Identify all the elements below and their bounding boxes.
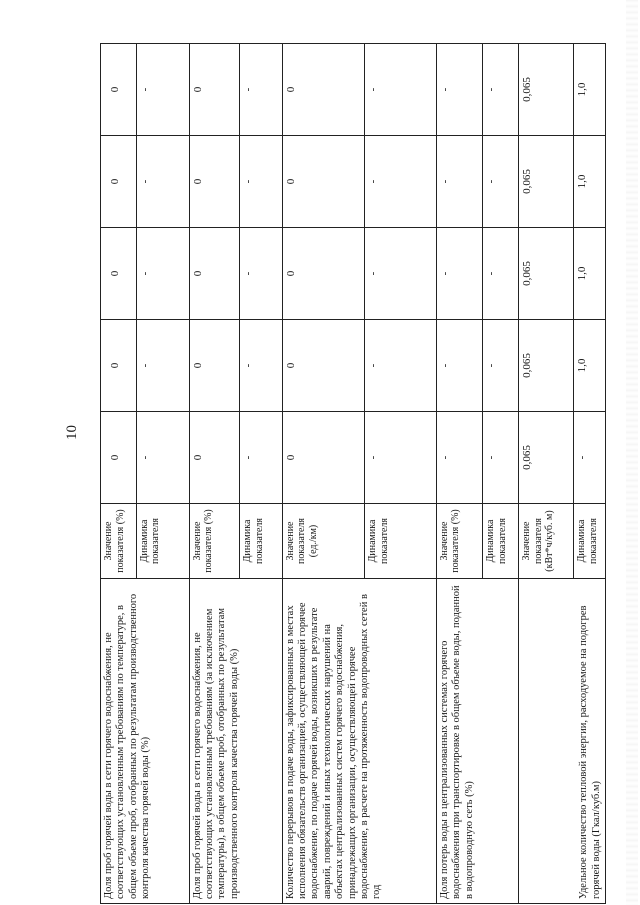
indicator-value: - xyxy=(240,412,282,504)
indicator-label: Значение показателя (%) xyxy=(436,504,482,579)
indicator-description: Удельное количество тепловой энергии, расходуемое на подогрев горячей воды (Гкал/куб.м) xyxy=(519,579,606,904)
indicator-value: 0 xyxy=(189,412,240,504)
table-row xyxy=(519,44,574,904)
indicator-label: Значение показателя (ед./км) xyxy=(282,504,364,579)
table-row xyxy=(189,44,240,904)
indicator-value: - xyxy=(365,228,437,320)
indicator-value: - xyxy=(240,136,282,228)
indicator-value: 0 xyxy=(189,320,240,412)
indicator-value: 0,065 xyxy=(519,228,574,320)
indicators-table xyxy=(100,43,606,904)
indicator-value: - xyxy=(365,136,437,228)
indicator-label: Динамика показателя xyxy=(483,504,519,579)
indicator-value: - xyxy=(483,320,519,412)
table-row xyxy=(282,44,364,904)
indicator-value: - xyxy=(436,136,482,228)
indicator-description: Доля проб горячей воды в сети горячего водоснабжения, не соответствующих установленным требованиям по температуре, в общем объеме проб, отобранных по результатам производственного контроля качества горячей воды (%) xyxy=(101,579,190,904)
indicator-value: - xyxy=(436,412,482,504)
indicator-value: - xyxy=(574,412,606,504)
indicator-value: - xyxy=(136,412,189,504)
indicator-label: Динамика показателя xyxy=(240,504,282,579)
indicator-label: Динамика показателя xyxy=(136,504,189,579)
indicator-value: 0 xyxy=(101,228,137,320)
table-row xyxy=(101,44,137,904)
indicator-value: 1,0 xyxy=(574,136,606,228)
indicator-label: Значение показателя (%) xyxy=(101,504,137,579)
indicator-value: - xyxy=(436,228,482,320)
indicator-label: Значение показателя (кВт*ч/куб. м) xyxy=(519,504,574,579)
indicator-value: 0 xyxy=(282,320,364,412)
indicator-value: 0,065 xyxy=(519,412,574,504)
indicator-value: - xyxy=(365,412,437,504)
indicator-value: - xyxy=(136,44,189,136)
indicator-value: - xyxy=(483,44,519,136)
indicator-value: - xyxy=(365,320,437,412)
indicator-value: - xyxy=(483,228,519,320)
indicator-value: - xyxy=(136,228,189,320)
indicator-value: 0,065 xyxy=(519,136,574,228)
indicator-value: 0 xyxy=(282,136,364,228)
indicator-value: 0,065 xyxy=(519,44,574,136)
indicator-value: - xyxy=(436,320,482,412)
indicator-label: Значение показателя (%) xyxy=(189,504,240,579)
scan-edge-noise xyxy=(626,0,638,905)
indicator-value: 0 xyxy=(101,412,137,504)
indicator-value: 0 xyxy=(282,412,364,504)
indicator-value: 0 xyxy=(101,44,137,136)
indicator-label: Динамика показателя xyxy=(365,504,437,579)
indicator-value: 1,0 xyxy=(574,320,606,412)
indicator-value: - xyxy=(240,228,282,320)
indicator-value: 0 xyxy=(189,44,240,136)
indicator-description: Количество перерывов в подаче воды, зафиксированных в местах исполнения обязательств организацией, осуществляющей горячее водоснабжение, по подаче горячей воды, возникших в результате аварий, повреждений и иных технологических нарушений на объектах централизованных систем горячего водоснабжения, принадлежащих организации, осуществляющей горячее водоснабжение, в расчете на протяженность водопроводных сетей в год xyxy=(282,579,436,904)
indicator-value: - xyxy=(136,320,189,412)
indicator-value: 0,065 xyxy=(519,320,574,412)
table-body xyxy=(101,44,606,904)
indicator-value: - xyxy=(483,136,519,228)
indicator-value: 1,0 xyxy=(574,228,606,320)
rotated-table-container xyxy=(100,44,606,904)
indicator-description: Доля потерь воды в централизованных системах горячего водоснабжения при транспортировке в общем объеме воды, поданной в водопроводную сеть (%) xyxy=(436,579,518,904)
indicator-value: - xyxy=(240,320,282,412)
indicator-value: - xyxy=(136,136,189,228)
indicator-value: 0 xyxy=(101,136,137,228)
page-number: 10 xyxy=(64,425,80,440)
indicator-value: - xyxy=(483,412,519,504)
indicator-value: - xyxy=(365,44,437,136)
indicator-value: 0 xyxy=(189,136,240,228)
indicator-value: 0 xyxy=(101,320,137,412)
indicator-value: - xyxy=(240,44,282,136)
indicator-value: 0 xyxy=(189,228,240,320)
indicator-value: 1,0 xyxy=(574,44,606,136)
indicator-value: - xyxy=(436,44,482,136)
indicator-value: 0 xyxy=(282,44,364,136)
indicator-label: Динамика показателя xyxy=(574,504,606,579)
indicator-value: 0 xyxy=(282,228,364,320)
indicator-description: Доля проб горячей воды в сети горячего водоснабжения, не соответствующих установленным требованиям (за исключением температуры), в общем объеме проб, отобранных по результатам производственного контроля качества горячей воды (%) xyxy=(189,579,282,904)
table-row xyxy=(436,44,482,904)
